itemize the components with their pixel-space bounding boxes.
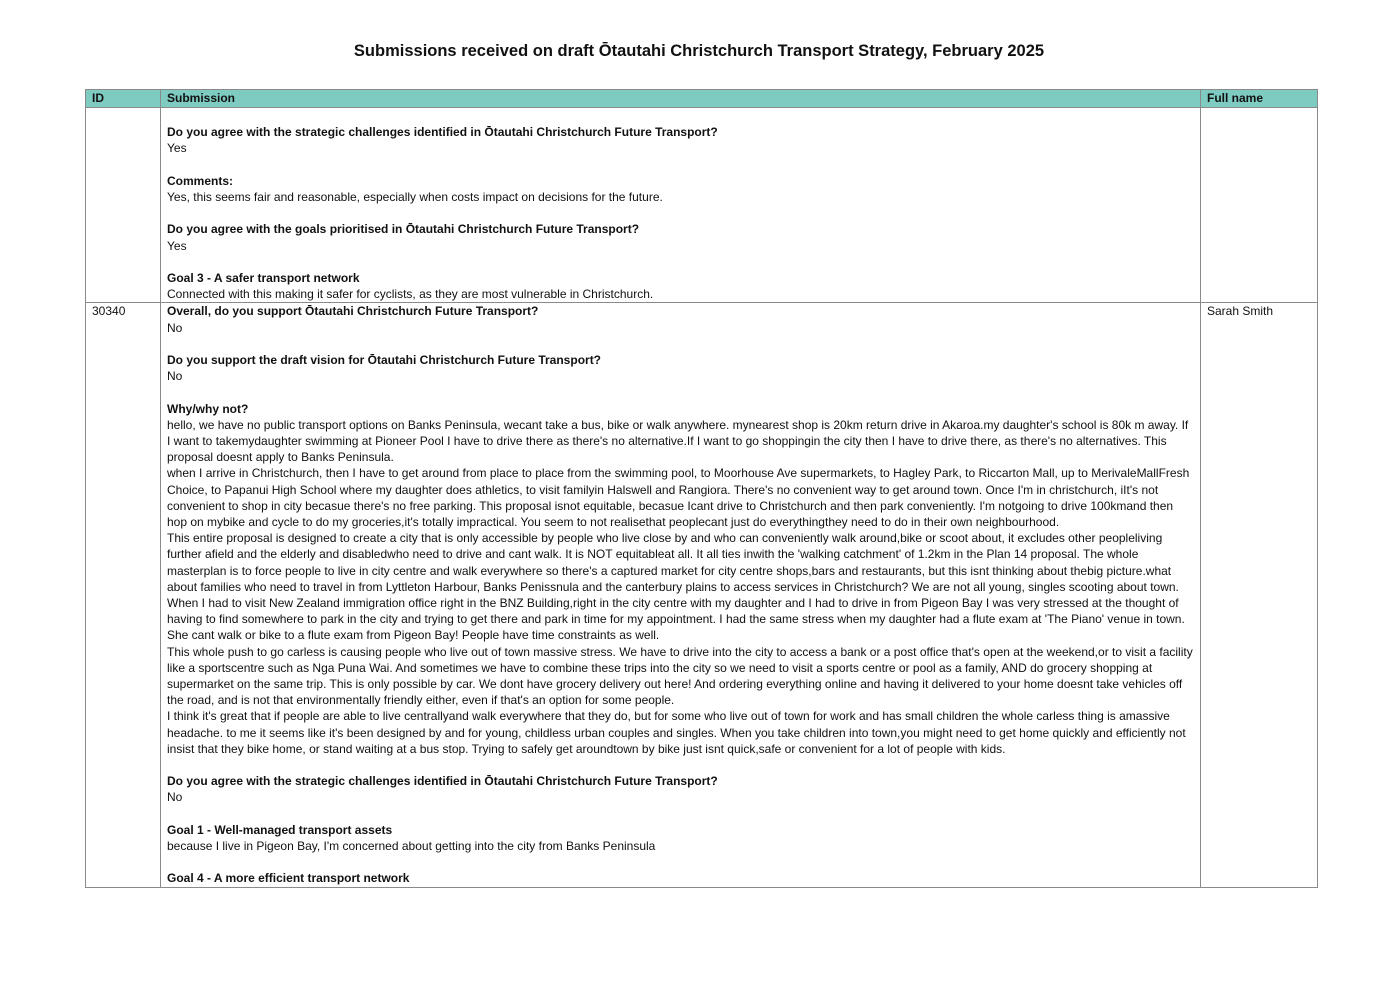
answer: Yes, this seems fair and reasonable, especially when costs impact on decisions for the future. (167, 189, 663, 204)
submitter-name (1201, 108, 1318, 303)
question: Comments: (167, 173, 234, 188)
submission-text (161, 108, 1201, 303)
question: Overall, do you support Ōtautahi Christchurch Future Transport? (167, 304, 539, 319)
answer: No (167, 320, 183, 335)
question: Why/why not? (167, 401, 249, 416)
submission-text (161, 303, 1201, 887)
column-header-id: ID (86, 90, 161, 108)
table-header-row (86, 90, 1318, 108)
page-title: Submissions received on draft Ōtautahi Christchurch Transport Strategy, February 2025 (353, 42, 1045, 60)
column-header-submission: Submission (161, 90, 1201, 108)
submitter-name: Sarah Smith (1201, 303, 1318, 887)
answer: Yes (167, 238, 187, 253)
answer: hello, we have no public transport options on Banks Peninsula, wecant take a bus, bike or walk anywhere. mynearest shop is 20km return drive in Akaroa.my daughter's school is 80k m away. If I want to takemydaughter swimming at Pioneer Pool I have to drive there as there's no alternative.If I want to go shoppingin the city then I have to drive there, as there's no alternatives. This proposal doesnt apply to Banks Peninsula. when I arrive in Christchurch, then I have to get around from place to place from the swimming pool, to Moorhouse Ave supermarkets, to Hagley Park, to Riccarton Mall, up to MerivaleMallFresh Choice, to Papanui High School where my daughter does athletics, to visit familyin Halswell and Rangiora. There's no convenient way to get around town. Once I'm in christchurch, iIt's not convenient to shop in city becasue there's no free parking. This proposal isnot equitable, becasue Icant drive to Christchurch and then park conveniently. I'm notgoing to drive 100kmand then hop on mybike and cycle to do my groceries,it's totally impractical. You seem to not realisethat peoplecant just do everythingthey need to do in their own neighbourhood. This entire proposal is designed to create a city that is only accessible by people who live close by and who can conveniently walk around,bike or scoot about, it excludes other peopleliving further afield and the elderly and disabledwho need to drive and cant walk. It is NOT equitableat all. It all ties inwith the 'walking catchment' of 1.2km in the Plan 14 proposal. The whole masterplan is to force people to live in city centre and walk everywhere so there's a captured market for city centre shops,bars and restaurants, but this isnt thinking about thebig picture.what about families who need to travel in from Lyttleton Harbour, Banks Penissnula and the canterbury plains to access services in Christchurch? We are not all young, singles scooting about town. When I had to visit New Zealand immigration office right in the BNZ Building,right in the city centre with my daughter and I had to drive in from Pigeon Bay I was very stressed at the thought of having to find somewhere to park in the city and trying to get there and park in time for my appointment. I had the same stress when my daughter had a flute exam at 'The Piano' venue in town. She cant walk or bike to a flute exam from Pigeon Bay! People have time constraints as well. This whole push to go carless is causing people who live out of town massive stress. We have to drive into the city to access a bank or a post office that's open at the weekend,or to visit a facility like a sportscentre such as Nga Puna Wai. And sometimes we have to combine these trips into the city so we need to visit a sports centre or pool as a family, AND do grocery shopping at supermarket on the same trip. This is only possible by car. We dont have grocery delivery out here! And ordering everything online and having it delivered to your home doesnt take vehicles off the road, and is not that environmentally friendly either, even if that's an option for some people. I think it's great that if people are able to live centrallyand walk everywhere that they do, but for some who live out of town for work and has small children the whole carless thing is amassive headache. to me it seems like it's been designed by and for young, childless urban couples and singles. When you take children into town,you might need to get home quickly and efficiently not insist that they bike home, or stand waiting at a bus stop. Trying to safely get aroundtown by bike just isnt quick,safe or convenient for a lot of people with kids. (167, 417, 1193, 756)
answer: No (167, 790, 183, 805)
table-row (86, 108, 1318, 303)
submissions-table (85, 89, 1318, 888)
question: Goal 3 - A safer transport network (167, 270, 360, 285)
answer: Yes (167, 141, 187, 156)
question: Goal 4 - A more efficient transport network (167, 871, 410, 886)
answer: No (167, 369, 183, 384)
question: Do you agree with the goals prioritised in Ōtautahi Christchurch Future Transport? (167, 222, 640, 237)
answer: because I live in Pigeon Bay, I'm concerned about getting into the city from Banks Peninsula (167, 839, 656, 854)
table-row (86, 303, 1318, 887)
submission-id: 30340 (86, 303, 161, 887)
question: Do you agree with the strategic challenges identified in Ōtautahi Christchurch Future Transport? (167, 125, 718, 140)
question: Goal 1 - Well-managed transport assets (167, 822, 393, 837)
column-header-full-name: Full name (1201, 90, 1318, 108)
question: Do you agree with the strategic challenges identified in Ōtautahi Christchurch Future Transport? (167, 774, 718, 789)
question: Do you support the draft vision for Ōtautahi Christchurch Future Transport? (167, 352, 602, 367)
answer: Connected with this making it safer for cyclists, as they are most vulnerable in Christchurch. (167, 287, 654, 302)
submission-id (86, 108, 161, 303)
